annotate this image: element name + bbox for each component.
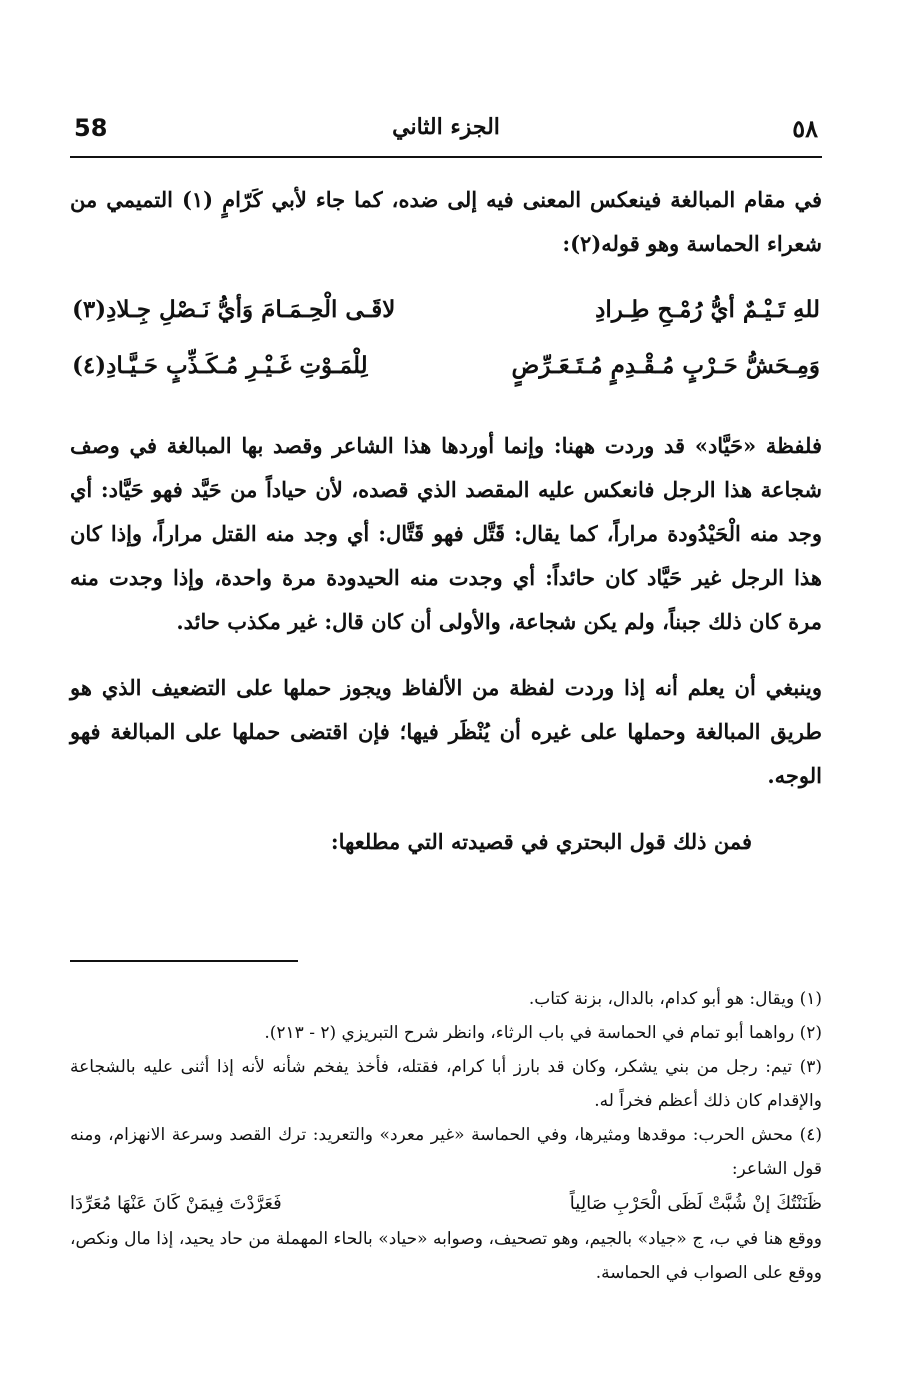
- footnote-4-verse-first: ظَنَنْتُكَ إنْ شُبَّتْ لَظَى الْحَرْبِ صَالِياً: [569, 1193, 822, 1214]
- page-header: [70, 110, 822, 156]
- footnote-4-continuation: ووقع هنا في ب، ج «جياد» بالجيم، وهو تصحيف، وصوابه «حياد» بالحاء المهملة من حاد يحيد، إذا مال ونكص، ووقع على الصواب في الحماسة.: [70, 1229, 822, 1283]
- book-page: [70, 110, 823, 1283]
- footnote-4-verse: [70, 1186, 822, 1222]
- page-number-arabic: ٥٨: [792, 114, 818, 143]
- footnote-4: (٤) محش الحرب: موقدها ومثيرها، وفي الحماسة «غير معرد» والتعريد: ترك القصد وسرعة الانهزام، ومنه قول الشاعر:: [70, 1125, 822, 1179]
- verse-2-second-hemistich: لِلْمَـوْتِ غَـيْـرِ مُـكَـذِّبٍ حَـيَّـادِ(٤): [72, 352, 368, 379]
- running-title: الجزء الثاني: [392, 114, 500, 140]
- footnote-rule: [70, 960, 298, 962]
- footnote-4-verse-second: فَعَرَّدْتَ فِيمَنْ كَانَ عَنْهَا مُعَرِّدَا: [70, 1193, 282, 1214]
- verse-2-first-hemistich: وَمِـحَشُّ حَـرْبٍ مُـقْـدِمٍ مُـتَـعَـرِّضٍ: [511, 352, 820, 379]
- verse-1-second-hemistich: لاقَـى الْحِـمَـامَ وَأيُّ نَـصْلِ جِـلادِ(٣): [72, 296, 396, 323]
- body-paragraph-3: فمن ذلك قول البحتري في قصيدته التي مطلعها:: [330, 829, 752, 854]
- footnotes: [70, 982, 822, 1290]
- body-paragraph-1: فلفظة «حَيَّاد» قد وردت ههنا: وإنما أوردها هذا الشاعر وقصد بها المبالغة في وصف شجاعة هذا الرجل فانعكس عليه المقصد الذي قصده، لأن حياداً من حَيَّد فهو حَيَّاد: أي وجد منه الْحَيْدُودة مراراً، كما يقال: قَتَّل فهو قَتَّال: أي وجد منه القتل مراراً، وإذا كان هذا الرجل غير حَيَّاد كان حائداً: أي وجدت منه الحيدودة مرة واحدة، وإذا وجدت منه مرة كان ذلك جبناً، ولم يكن شجاعة، والأولى أن كان قال: غير مكذب حائد.: [70, 433, 822, 634]
- footnote-2: (٢) رواهما أبو تمام في الحماسة في باب الرثاء، وانظر شرح التبريزي (٢ - ٢١٣).: [264, 1023, 822, 1043]
- intro-paragraph: في مقام المبالغة فينعكس المعنى فيه إلى ضده، كما جاء لأبي كَرّامٍ (١) التميمي من شعراء الحماسة وهو قوله(٢):: [70, 187, 823, 256]
- body-paragraph-2: وينبغي أن يعلم أنه إذا وردت لفظة من الألفاظ ويجوز حملها على التضعيف الذي هو طريق المبالغة وحملها على غيره أن يُنْظَر فيها؛ فإن اقتضى حملها على المبالغة فهو الوجه.: [70, 675, 822, 788]
- verse-1: [70, 282, 822, 338]
- poem-verses: [70, 282, 822, 394]
- page-number-latin: 58: [74, 114, 108, 142]
- verse-2: [70, 338, 822, 394]
- verse-1-first-hemistich: للهِ تَـيْـمٌ أيُّ رُمْـحِ طِـرادِ: [595, 296, 820, 323]
- header-rule: [70, 156, 822, 158]
- footnote-1: (١) ويقال: هو أبو كدام، بالدال، بزنة كتاب.: [528, 989, 822, 1009]
- footnote-3: (٣) تيم: رجل من بني يشكر، وكان قد بارز أبا كرام، فقتله، فأخذ يفخم شأنه لأنه إذا أثنى عليه بالشجاعة والإقدام كان ذلك أعظم فخراً له.: [70, 1057, 822, 1111]
